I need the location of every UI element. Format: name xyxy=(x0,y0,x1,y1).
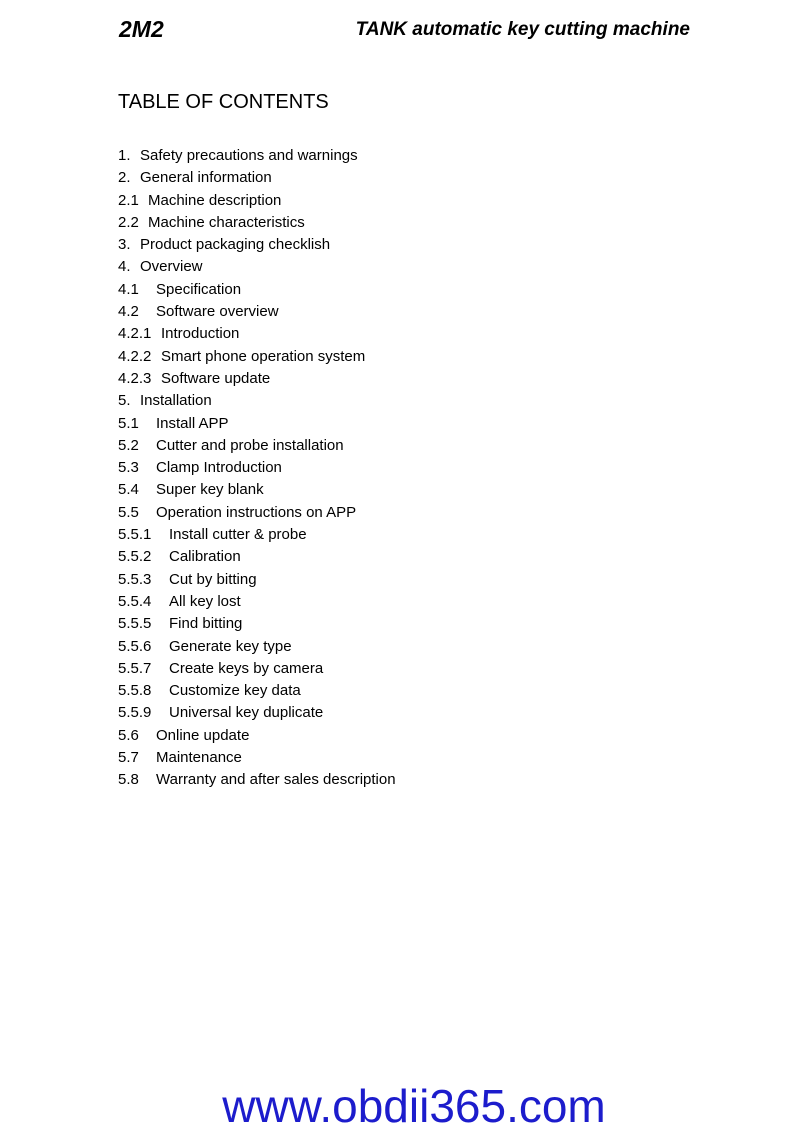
toc-item-number: 5.5.3 xyxy=(118,570,152,588)
toc-item-number: 4.2.3 xyxy=(118,369,152,387)
toc-item-label: Clamp Introduction xyxy=(156,459,282,477)
toc-item-label: Create keys by camera xyxy=(169,659,324,677)
toc-item-label: Warranty and after sales description xyxy=(156,771,396,789)
toc-item-label: Product packaging checklish xyxy=(140,236,331,254)
toc-item-label: Cutter and probe installation xyxy=(156,436,344,454)
toc-item-number: 5.5 xyxy=(118,503,139,521)
toc-item xyxy=(118,702,396,724)
toc-item-number: 2.1 xyxy=(118,191,139,209)
toc-item xyxy=(118,435,396,457)
toc-item-number: 5.5.9 xyxy=(118,704,152,722)
toc-item xyxy=(118,256,396,278)
toc-item xyxy=(118,234,396,256)
toc-item-label: Universal key duplicate xyxy=(169,704,324,722)
toc-item-label: Software overview xyxy=(156,303,279,321)
toc-item xyxy=(118,368,396,390)
toc-item-number: 4. xyxy=(118,258,131,276)
footer-website-url: www.obdii365.com xyxy=(222,1080,606,1132)
toc-item-number: 5.5.2 xyxy=(118,548,152,566)
toc-item-label: Specification xyxy=(156,280,242,298)
toc-item-number: 5. xyxy=(118,392,131,410)
toc-item-number: 5.8 xyxy=(118,771,139,789)
toc-item-number: 3. xyxy=(118,236,131,254)
toc-item xyxy=(118,636,396,658)
toc-item xyxy=(118,479,396,501)
toc-item-number: 5.5.7 xyxy=(118,659,152,677)
toc-item-label: Cut by bitting xyxy=(169,570,257,588)
toc-item xyxy=(118,569,396,591)
brand-name: 2M2 xyxy=(119,16,164,42)
toc-item-label: Maintenance xyxy=(156,749,242,767)
toc-item-number: 5.1 xyxy=(118,414,139,432)
toc-item-label: Machine description xyxy=(148,191,282,209)
toc-item-label: Operation instructions on APP xyxy=(156,503,357,521)
toc-item-number: 5.5.4 xyxy=(118,592,152,610)
toc-item-label: Super key blank xyxy=(156,481,264,499)
toc-heading: TABLE OF CONTENTS xyxy=(118,91,329,113)
toc-item-label: All key lost xyxy=(169,592,241,610)
toc-item-number: 4.2 xyxy=(118,303,139,321)
toc-item xyxy=(118,658,396,680)
toc-item-label: Customize key data xyxy=(169,682,301,700)
toc-item xyxy=(118,502,396,524)
toc-item-number: 5.3 xyxy=(118,459,139,477)
document-title: TANK automatic key cutting machine xyxy=(355,19,690,40)
toc-item xyxy=(118,747,396,769)
table-of-contents xyxy=(118,145,396,792)
toc-item-label: Overview xyxy=(140,258,203,276)
toc-item-label: Generate key type xyxy=(169,637,292,655)
toc-item-label: Calibration xyxy=(169,548,241,566)
toc-item xyxy=(118,190,396,212)
toc-item-number: 5.5.5 xyxy=(118,615,152,633)
toc-item-label: Find bitting xyxy=(169,615,243,633)
toc-item-label: Install APP xyxy=(156,414,229,432)
toc-item-number: 1. xyxy=(118,147,131,164)
toc-item-label: Introduction xyxy=(161,325,240,343)
toc-item-label: Install cutter & probe xyxy=(169,526,307,544)
toc-item-number: 4.2.1 xyxy=(118,325,152,343)
toc-item xyxy=(118,613,396,635)
toc-item xyxy=(118,323,396,345)
toc-item xyxy=(118,145,396,167)
toc-item-number: 5.2 xyxy=(118,436,139,454)
toc-item-label: Safety precautions and warnings xyxy=(140,147,358,164)
toc-item xyxy=(118,457,396,479)
toc-item-number: 5.5.6 xyxy=(118,637,152,655)
toc-item-label: Smart phone operation system xyxy=(161,347,366,365)
toc-item xyxy=(118,725,396,747)
toc-item xyxy=(118,546,396,568)
toc-item-label: Online update xyxy=(156,726,250,744)
toc-item xyxy=(118,769,396,791)
toc-item xyxy=(118,680,396,702)
toc-item xyxy=(118,279,396,301)
toc-item xyxy=(118,301,396,323)
toc-item xyxy=(118,167,396,189)
toc-item-label: Installation xyxy=(140,392,212,410)
toc-item xyxy=(118,524,396,546)
toc-item-number: 5.5.1 xyxy=(118,526,152,544)
toc-item-number: 4.2.2 xyxy=(118,347,152,365)
toc-item-number: 5.7 xyxy=(118,749,139,767)
toc-item-number: 5.6 xyxy=(118,726,139,744)
toc-item-label: Machine characteristics xyxy=(148,213,305,231)
toc-item-number: 2. xyxy=(118,169,131,187)
toc-item-label: General information xyxy=(140,169,272,187)
toc-item-number: 5.5.8 xyxy=(118,682,152,700)
toc-item-number: 5.4 xyxy=(118,481,139,499)
toc-item xyxy=(118,346,396,368)
toc-item-number: 2.2 xyxy=(118,213,139,231)
toc-item xyxy=(118,413,396,435)
toc-item-label: Software update xyxy=(161,369,271,387)
toc-item-number: 4.1 xyxy=(118,280,139,298)
toc-item xyxy=(118,591,396,613)
toc-item xyxy=(118,212,396,234)
toc-item xyxy=(118,390,396,412)
